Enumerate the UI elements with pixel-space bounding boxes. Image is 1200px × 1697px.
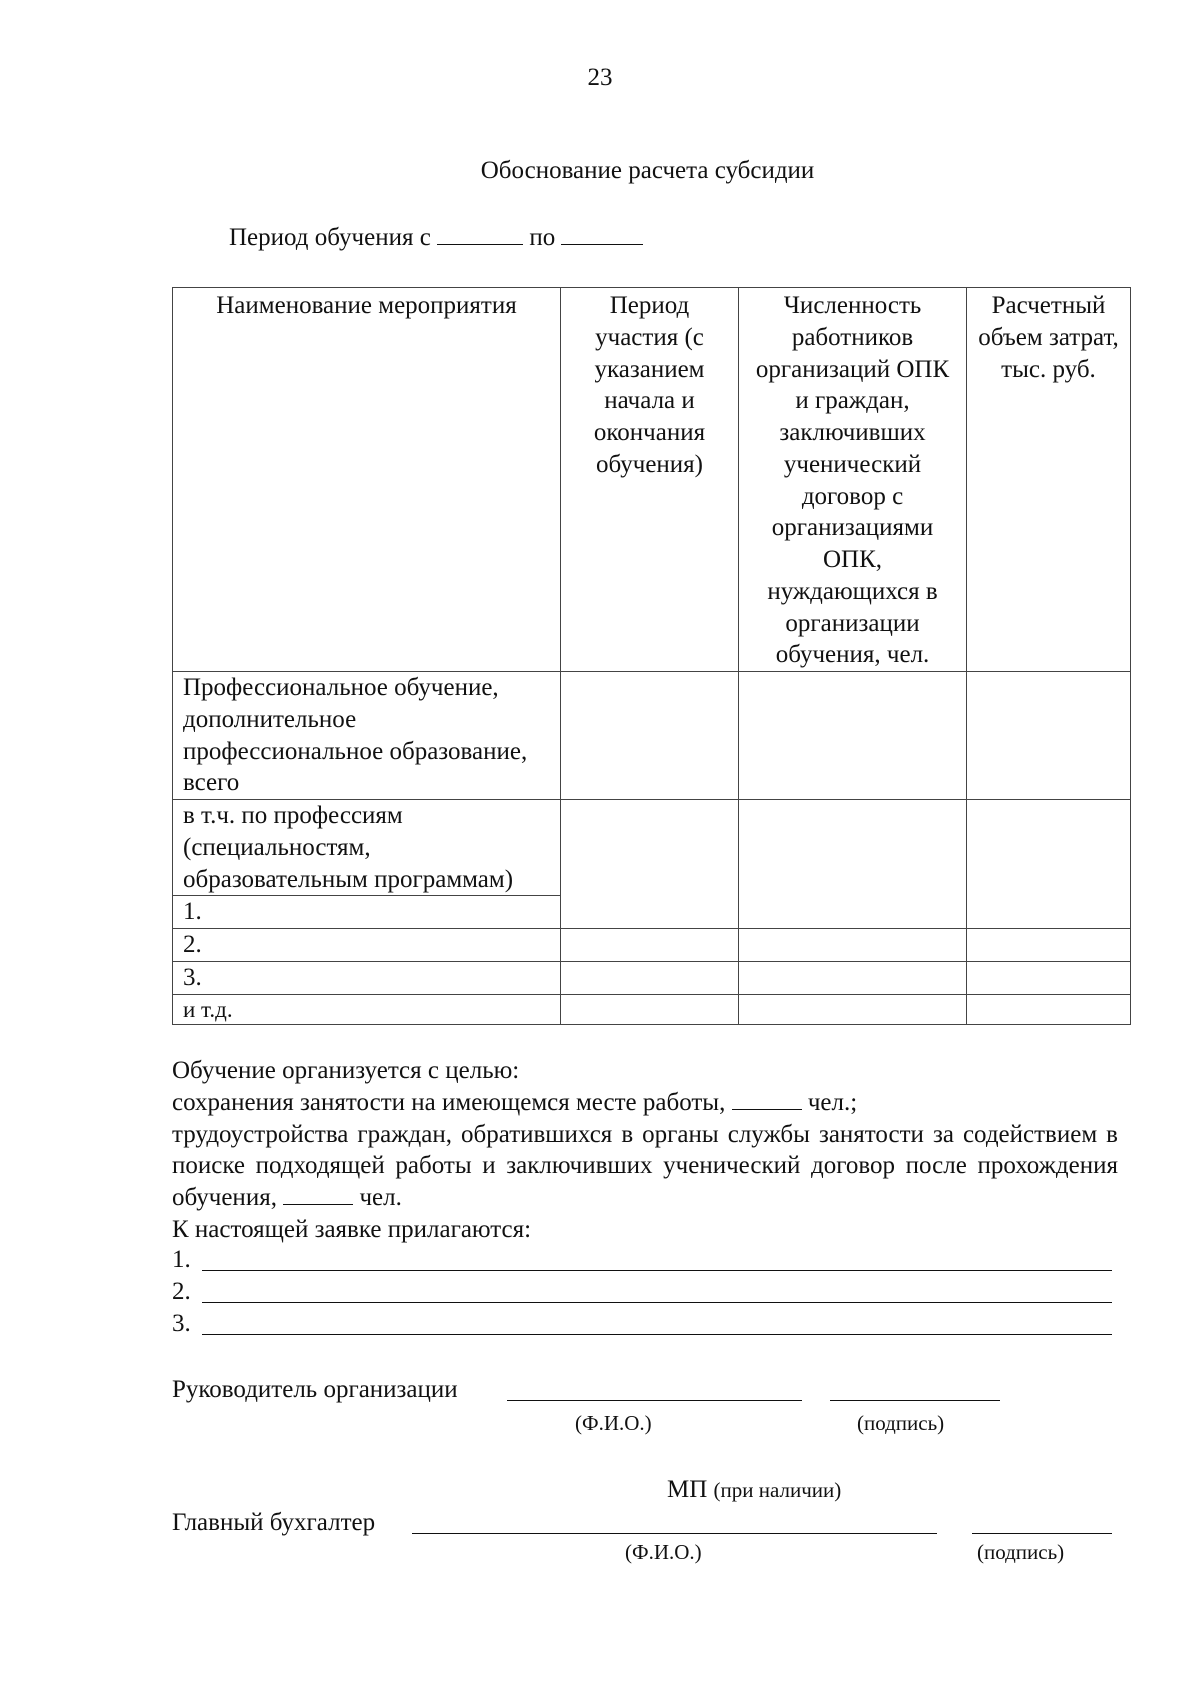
row-number-label: 1. — [173, 896, 561, 929]
table-cell — [967, 994, 1131, 1024]
table-cell — [739, 994, 967, 1024]
purpose-intro: Обучение организуется с целью: — [172, 1057, 520, 1084]
table-cell — [561, 961, 739, 994]
table-cell — [739, 929, 967, 962]
head-signature-caption: (подпись) — [857, 1411, 945, 1435]
attachment-number: 1. — [172, 1246, 191, 1273]
period-middle: по — [529, 224, 556, 251]
header-event-name: Наименование мероприятия — [173, 288, 561, 672]
accountant-fio-blank — [412, 1533, 937, 1534]
table-row — [173, 994, 1131, 1024]
table-cell — [739, 961, 967, 994]
training-period-line — [229, 222, 643, 253]
attachments-intro: К настоящей заявке прилагаются: — [172, 1215, 532, 1243]
table-cell — [967, 800, 1131, 929]
table-cell — [739, 800, 967, 929]
table-cell — [967, 672, 1131, 800]
head-fio-caption: (Ф.И.О.) — [575, 1411, 652, 1435]
table-cell — [561, 800, 739, 929]
table-cell — [739, 672, 967, 800]
attachment-number: 2. — [172, 1278, 191, 1305]
chief-accountant-label: Главный бухгалтер — [172, 1509, 376, 1536]
subsidy-calculation-table — [172, 287, 1131, 1025]
stamp-main: МП — [667, 1476, 708, 1503]
purpose-item-employment-retention: сохранения занятости на имеющемся месте работы, чел.; — [172, 1088, 858, 1116]
accountant-signature-blank — [972, 1533, 1112, 1534]
stamp-label — [667, 1474, 841, 1505]
period-end-blank — [561, 224, 643, 245]
row-including-label: в т.ч. по профессиям (специальностям, образовательным программам) — [173, 800, 561, 896]
table-row — [173, 929, 1131, 962]
period-start-blank — [437, 224, 523, 245]
attachment-line — [172, 1244, 1112, 1276]
header-headcount: Численность работников организаций ОПК и граждан, заключивших ученический договор с организациями ОПК, нуждающихся в организации обучения, чел. — [739, 288, 967, 672]
page-number: 23 — [587, 64, 613, 91]
table-cell — [967, 929, 1131, 962]
header-participation-period: Период участия (с указанием начала и окончания обучения) — [561, 288, 739, 672]
head-fio-blank — [507, 1400, 802, 1401]
table-cell — [967, 961, 1131, 994]
table-row — [173, 800, 1131, 896]
row-number-label: 2. — [173, 929, 561, 962]
row-number-label: 3. — [173, 961, 561, 994]
accountant-signature-caption: (подпись) — [977, 1540, 1065, 1564]
purpose-item-job-placement: трудоустройства граждан, обратившихся в органы службы занятости за содействием в поиске подходящей работы и заключивших ученический договор после прохождения обучения, чел. — [172, 1120, 1118, 1211]
accountant-fio-caption: (Ф.И.О.) — [625, 1540, 702, 1564]
head-of-organization-label: Руководитель организации — [172, 1376, 458, 1403]
attachment-blank — [202, 1270, 1112, 1271]
attachment-blank — [202, 1302, 1112, 1303]
attachment-number: 3. — [172, 1310, 191, 1337]
retention-count-blank — [732, 1089, 802, 1110]
table-cell — [561, 994, 739, 1024]
attachment-line — [172, 1276, 1112, 1308]
table-cell — [561, 929, 739, 962]
head-signature-blank — [830, 1400, 1000, 1401]
table-row — [173, 961, 1131, 994]
stamp-note: (при наличии) — [713, 1478, 842, 1502]
placement-count-blank — [283, 1184, 353, 1205]
period-prefix: Период обучения с — [229, 224, 431, 251]
header-cost-estimate: Расчетный объем затрат, тыс. руб. — [967, 288, 1131, 672]
training-purpose-block — [172, 1055, 1118, 1246]
attachment-blank — [202, 1334, 1112, 1335]
row-total-label: Профессиональное обучение, дополнительное профессиональное образование, всего — [173, 672, 561, 800]
row-etc-label: и т.д. — [173, 994, 561, 1024]
table-cell — [561, 672, 739, 800]
table-header-row — [173, 288, 1131, 672]
document-title: Обоснование расчета субсидии — [480, 157, 815, 184]
attachment-line — [172, 1308, 1112, 1340]
table-row — [173, 672, 1131, 800]
